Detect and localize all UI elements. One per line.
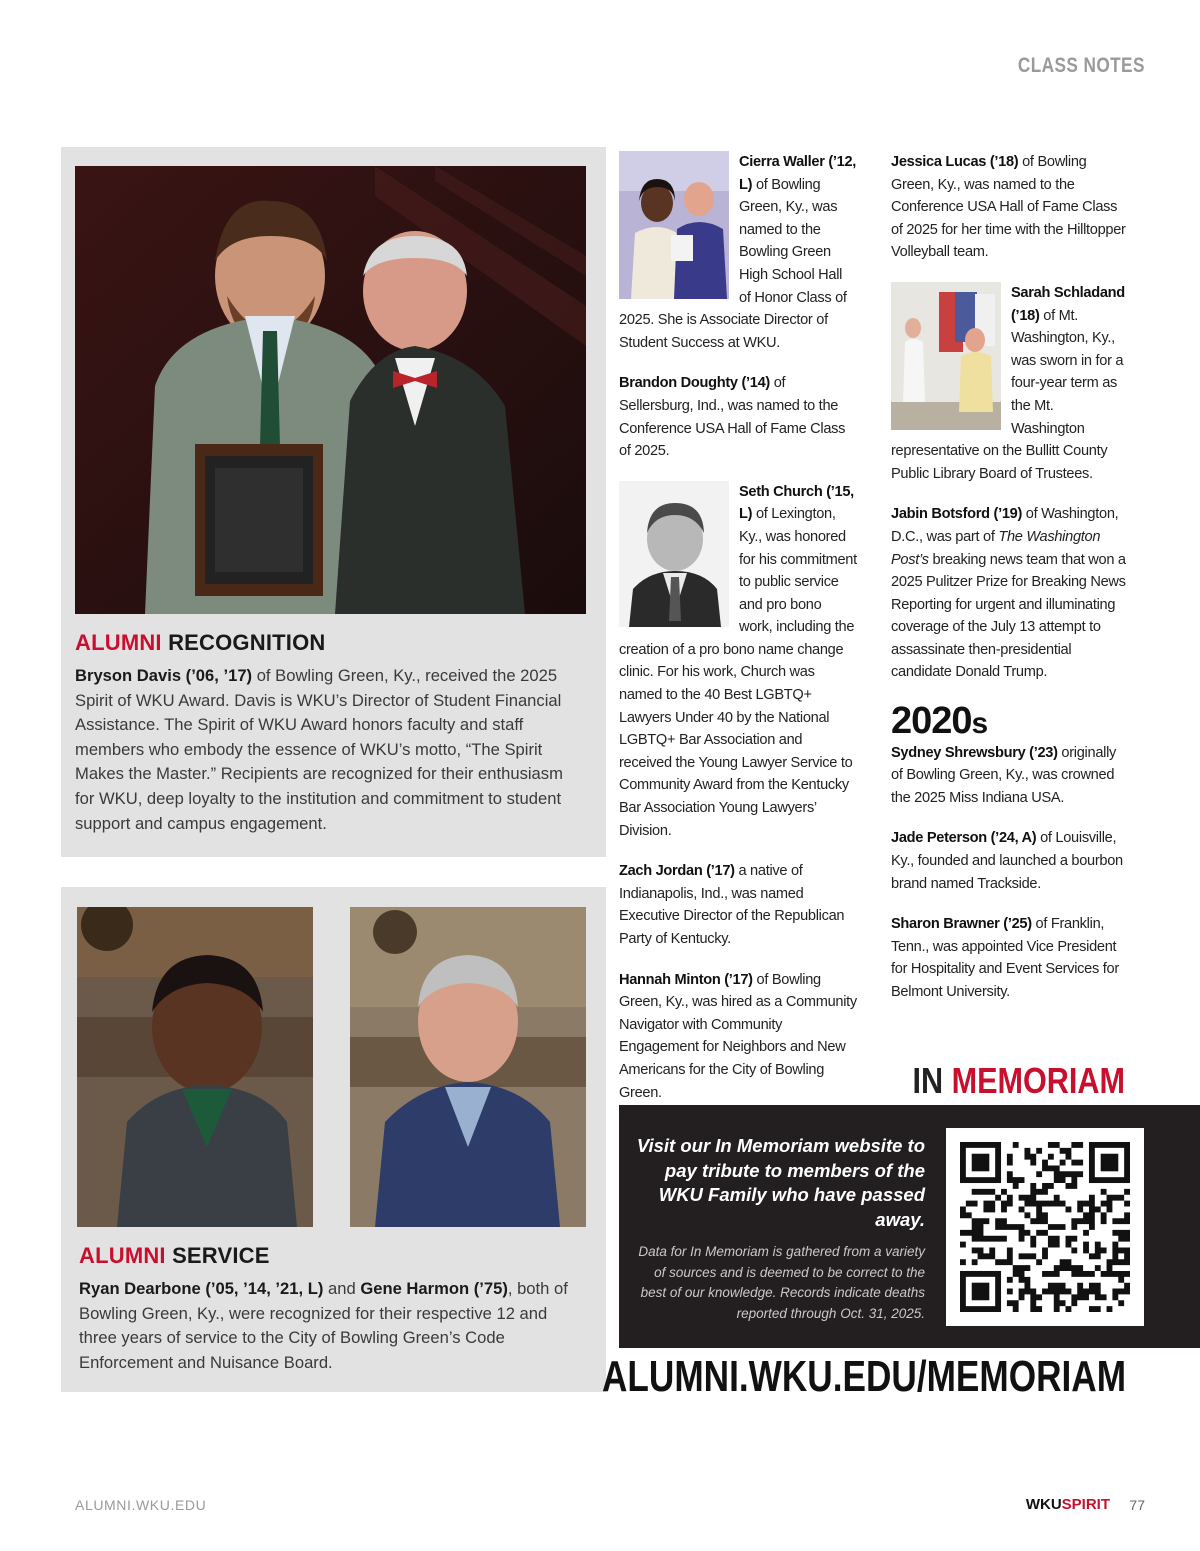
service-text (79, 1277, 574, 1375)
service-name-dearbone: Ryan Dearbone (’05, ’14, ’21, L) (79, 1279, 324, 1298)
peterson-text: of Louisville, Ky., founded and launched a bourbon brand named Trackside. (891, 830, 1123, 892)
memoriam-qr-code[interactable] (946, 1128, 1144, 1326)
note-schladand (891, 282, 1127, 485)
minton-name: Hannah Minton (’17) (619, 971, 753, 988)
doughty-text: of Sellersburg, Ind., was named to the Conference USA Hall of Fame Class of 2025. (619, 375, 846, 460)
footer-brand (1026, 1496, 1110, 1513)
waller-photo (619, 151, 729, 299)
waller-text: of Bowling Green, Ky., was named to the Bowling Green High School Hall of Honor Class of 2025. She is Associate Director of Student Success at WKU. (619, 176, 847, 351)
peterson-name: Jade Peterson (’24, A) (891, 830, 1037, 847)
recognition-name: Bryson Davis (’06, ’17) (75, 666, 253, 685)
schladand-name: Sarah Schladand (’18) (1011, 284, 1125, 324)
service-heading (79, 1243, 270, 1269)
memoriam-title (913, 1060, 1126, 1102)
note-jordan (619, 860, 857, 950)
page-number: 77 (1129, 1497, 1145, 1513)
note-doughty (619, 372, 857, 462)
minton-text: of Bowling Green, Ky., was hired as a Community Navigator with Community Engagement for Neighbors and New Americans for the City of Bowling Green. (619, 971, 857, 1101)
memoriam-title-black: IN (912, 1060, 944, 1101)
botsford-name: Jabin Botsford (’19) (891, 506, 1023, 523)
decade-suffix: s (971, 707, 988, 741)
note-brawner (891, 913, 1127, 1003)
service-name-harmon: Gene Harmon (’75) (360, 1279, 508, 1298)
note-peterson (891, 827, 1127, 895)
botsford-text-b: breaking news team that won a 2025 Pulitzer Prize for Breaking News Reporting for urgent and illuminating coverage of the July 13 attempt to assassinate then-presidential candidate Donald Trump. (891, 551, 1126, 681)
jordan-name: Zach Jordan (’17) (619, 863, 735, 880)
note-waller (619, 151, 857, 354)
lucas-text: of Bowling Green, Ky., was named to the Conference USA Hall of Fame Class of 2025 for her time with the Hilltopper Volleyball team. (891, 154, 1126, 261)
memoriam-title-red: MEMORIAM (951, 1060, 1125, 1101)
shrewsbury-text: originally of Bowling Green, Ky., was crowned the 2025 Miss Indiana USA. (891, 744, 1117, 806)
note-shrewsbury (891, 742, 1127, 810)
brawner-name: Sharon Brawner (’25) (891, 916, 1032, 933)
recognition-body: of Bowling Green, Ky., received the 2025 Spirit of WKU Award. Davis is WKU’s Director of Student Financial Assistance. The Spirit of WKU Award honors faculty and staff members who embody the essence of WKU’s motto, “The Spirit Makes the Master.” Recipients are recognized for their enthusiasm for WKU, deep loyalty to the institution and commitment to student support and campus engagement. (75, 666, 563, 833)
schladand-photo (891, 282, 1001, 430)
service-heading-accent: ALUMNI (79, 1243, 166, 1268)
recognition-text (75, 664, 585, 836)
footer-site[interactable]: ALUMNI.WKU.EDU (75, 1497, 207, 1513)
recognition-photo (75, 166, 586, 614)
waller-name: Cierra Waller (’12, L) (739, 154, 857, 193)
service-photo-dearbone (77, 907, 313, 1227)
decade-main: 2020 (891, 700, 972, 743)
church-photo (619, 481, 729, 627)
note-church (619, 481, 857, 843)
note-minton (619, 969, 857, 1105)
service-photo-harmon (350, 907, 586, 1227)
recognition-heading (75, 630, 326, 656)
botsford-text-a: of Washington, D.C., was part of (891, 506, 1119, 545)
footer-brand-black: WKU (1025, 1496, 1062, 1513)
memoriam-fine-print: Data for In Memoriam is gathered from a variety of sources and is deemed to be correct to the best of our knowledge. Records indicate deaths reported through Oct. 31, 2025. (638, 1244, 925, 1321)
service-body: , both of Bowling Green, Ky., were recognized for their respective 12 and three years of service to the City of Bowling Green’s Code Enforcement and Nuisance Board. (79, 1279, 568, 1372)
notes-column-3 (891, 151, 1127, 1004)
jordan-text: a native of Indianapolis, Ind., was named Executive Director of the Republican Party of Kentucky. (619, 863, 845, 947)
footer-brand-red: SPIRIT (1061, 1496, 1110, 1513)
section-tag: CLASS NOTES (1018, 54, 1145, 77)
decade-heading (891, 700, 1127, 743)
lucas-name: Jessica Lucas (’18) (891, 154, 1019, 170)
note-botsford (891, 503, 1127, 684)
qr-code-icon (946, 1128, 1144, 1326)
recognition-heading-text: RECOGNITION (168, 630, 326, 655)
shrewsbury-name: Sydney Shrewsbury (’23) (891, 744, 1058, 761)
service-heading-text: SERVICE (172, 1243, 270, 1268)
note-lucas (891, 151, 1127, 264)
church-name: Seth Church (’15, L) (739, 483, 854, 523)
doughty-name: Brandon Doughty (’14) (619, 375, 770, 392)
church-text: of Lexington, Ky., was honored for his commitment to public service and pro bono work, including the creation of a pro bono name change clinic. For his work, Church was named to the 40 Best LGBTQ+ Lawyers Under 40 by the National LGBTQ+ Bar Association and received the Young Lawyer Service to Community Award from the Kentucky Bar Association Young Lawyers’ Division. (619, 506, 857, 839)
notes-column-2 (619, 151, 857, 1104)
memoriam-lead: Visit our In Memoriam website to pay tribute to members of the WKU Family who have passed away. (636, 1135, 925, 1230)
schladand-text: of Mt. Washington, Ky., was sworn in for a four-year term as the Mt. Washington representative on the Bullitt County Public Library Board of Trustees. (891, 307, 1124, 482)
memoriam-url[interactable]: ALUMNI.WKU.EDU/MEMORIAM (601, 1352, 1126, 1401)
service-joiner: and (323, 1279, 361, 1298)
recognition-heading-accent: ALUMNI (75, 630, 162, 655)
botsford-italic: The Washington Post’s (891, 528, 1101, 568)
brawner-text: of Franklin, Tenn., was appointed Vice President for Hospitality and Event Services for Belmont University. (891, 916, 1119, 1000)
